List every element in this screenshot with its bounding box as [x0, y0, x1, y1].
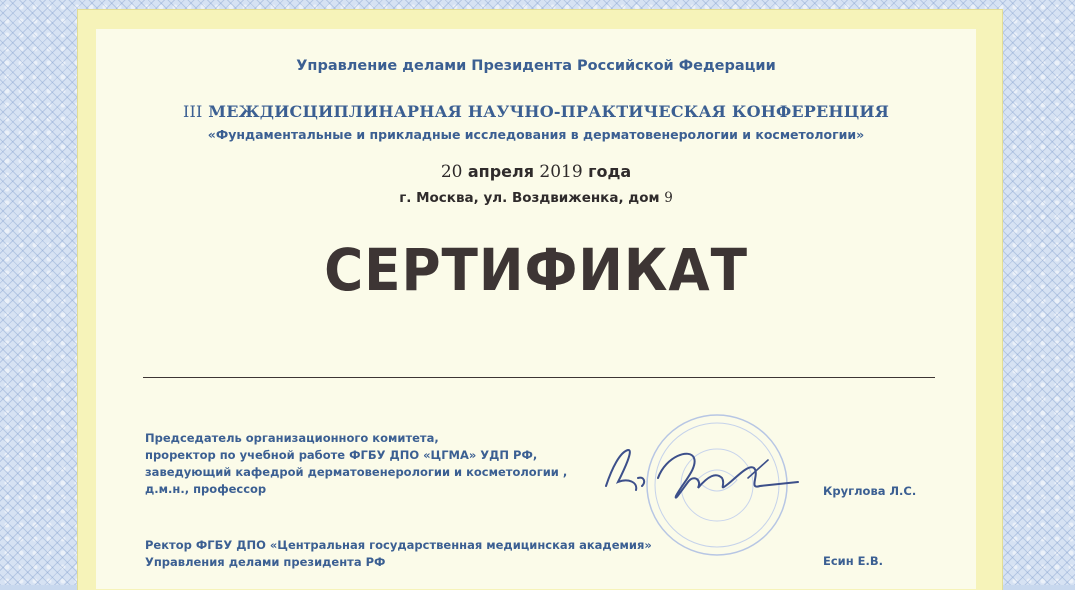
signatory-1-line-2: проректор по учебной работе ФГБУ ДПО «ЦГМА» УДП РФ,	[145, 448, 538, 462]
event-address	[96, 190, 976, 206]
conference-title	[96, 102, 976, 121]
signatory-2-line-1: Ректор ФГБУ ДПО «Центральная государственная медицинская академия»	[145, 538, 652, 552]
conference-subtitle: «Фундаментальные и прикладные исследования в дерматовенерологии и косметологии»	[207, 127, 865, 142]
event-date	[96, 162, 976, 182]
issuing-organization: Управление делами Президента Российской Федерации	[296, 58, 776, 74]
date-year: 2019	[539, 162, 583, 182]
date-day: 20	[440, 162, 463, 182]
signatory-1-name: Круглова Л.С.	[823, 484, 917, 498]
address-text: г. Москва, ул. Воздвиженка, дом	[399, 190, 660, 206]
signatory-1-line-3: заведующий кафедрой дерматовенерологии и косметологии ,	[145, 465, 568, 479]
recipient-name-line	[143, 377, 935, 378]
conference-number: III	[182, 102, 203, 121]
signatory-1-line-1: Председатель организационного комитета,	[145, 431, 439, 445]
conference-title-text: МЕЖДИСЦИПЛИНАРНАЯ НАУЧНО-ПРАКТИЧЕСКАЯ КОНФЕРЕНЦИЯ	[208, 102, 890, 121]
address-number: 9	[664, 190, 673, 206]
signatory-2-line-2: Управления делами президента РФ	[145, 555, 386, 569]
signatory-1-title	[145, 430, 567, 498]
date-month: апреля	[467, 162, 535, 181]
signatory-2-name: Есин Е.В.	[823, 554, 884, 568]
signature-kruglova	[598, 438, 813, 508]
date-year-word: года	[588, 162, 632, 181]
signatory-2-title	[145, 537, 652, 571]
certificate-heading: СЕРТИФИКАТ	[324, 236, 748, 304]
signatory-1-line-4: д.м.н., профессор	[145, 482, 267, 496]
